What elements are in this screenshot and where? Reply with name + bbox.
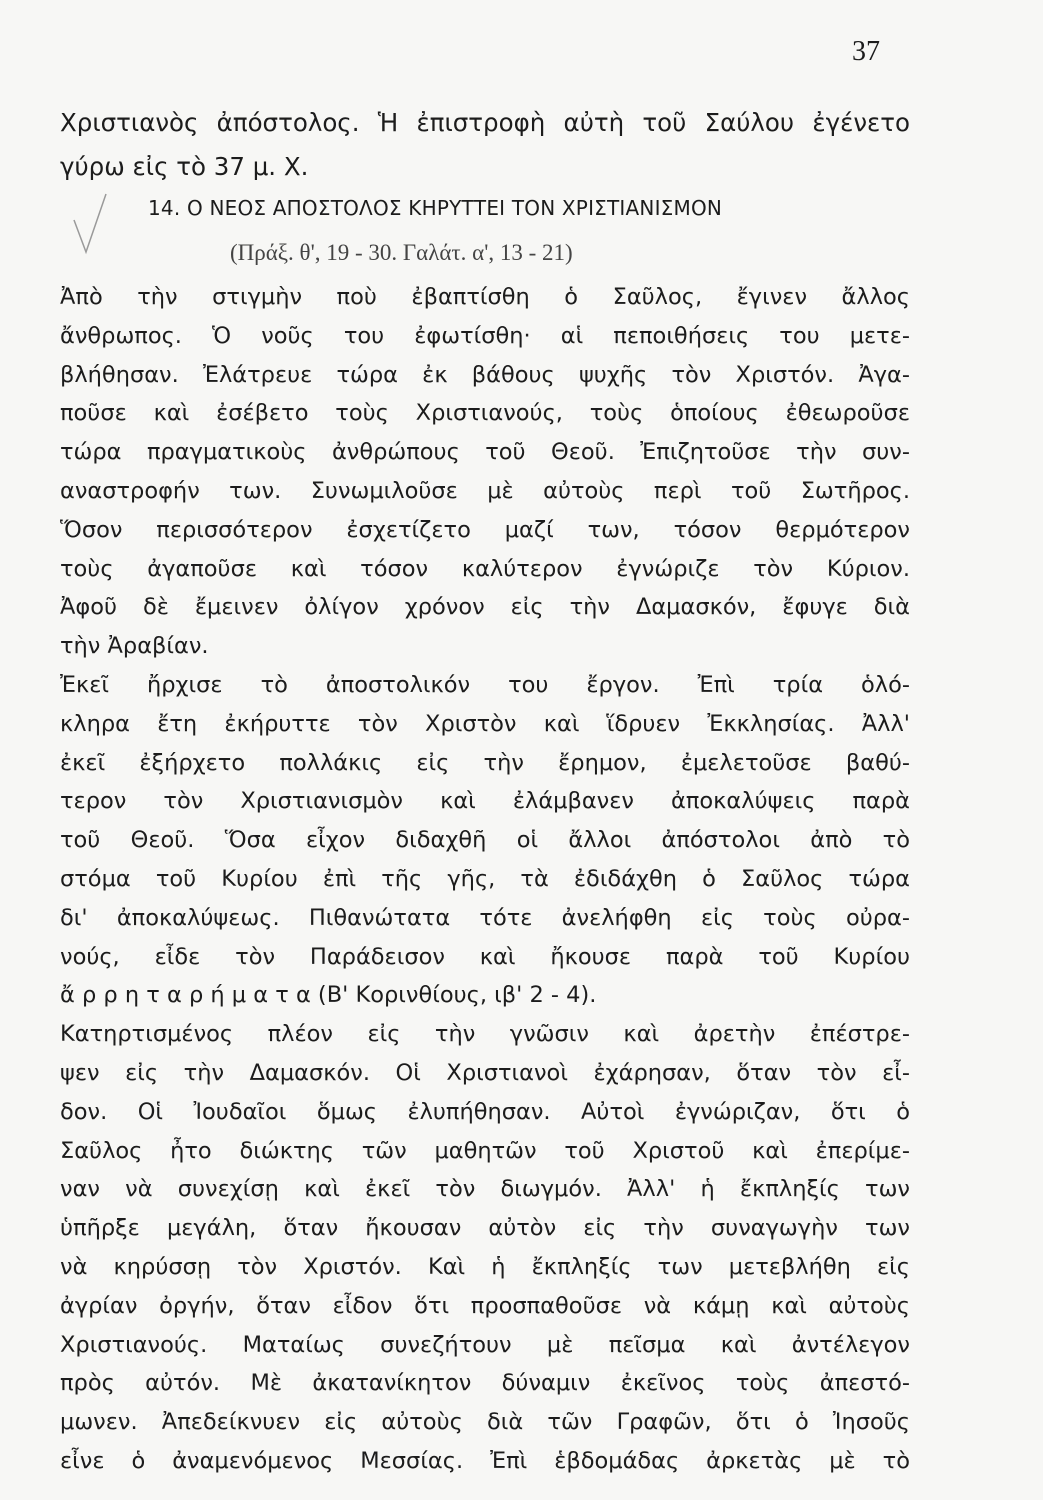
body-line: ἄ ρ ρ η τ α ρ ή μ α τ α (Β' Κορινθίους, ιβ' 2 - 4).: [60, 982, 597, 1008]
body-line: Ἀπὸ τὴν στιγμὴν ποὺ ἐβαπτίσθη ὁ Σαῦλος, ἔγινεν ἄλλος: [60, 284, 910, 310]
intro-line: γύρω εἰς τὸ 37 μ. Χ.: [60, 152, 309, 181]
body-line: κληρα ἔτη ἐκήρυττε τὸν Χριστὸν καὶ ἵδρυεν Ἐκκλησίας. Ἀλλ': [60, 711, 910, 737]
body-line: νούς, εἶδε τὸν Παράδεισον καὶ ἤκουσε παρὰ τοῦ Κυρίου: [60, 944, 910, 970]
body-line: ἄνθρωπος. Ὁ νοῦς του ἐφωτίσθη· αἱ πεποιθήσεις του μετε-: [60, 323, 910, 349]
body-line: τώρα πραγματικοὺς ἀνθρώπους τοῦ Θεοῦ. Ἐπιζητοῦσε τὴν συν-: [60, 439, 910, 465]
checkmark-icon: [70, 190, 110, 260]
body-line: αναστροφήν των. Συνωμιλοῦσε μὲ αὐτοὺς περὶ τοῦ Σωτῆρος.: [60, 478, 910, 504]
page-number: 37: [852, 36, 880, 67]
body-line: ναν νὰ συνεχίσῃ καὶ ἐκεῖ τὸν διωγμόν. Ἀλλ' ἡ ἔκπληξίς των: [60, 1176, 910, 1202]
body-line: Ἀφοῦ δὲ ἔμεινεν ὀλίγον χρόνον εἰς τὴν Δαμασκόν, ἔφυγε διὰ: [60, 594, 910, 620]
body-line: ἀγρίαν ὀργήν, ὅταν εἶδον ὅτι προσπαθοῦσε νὰ κάμῃ καὶ αὐτοὺς: [60, 1293, 910, 1319]
body-line: δον. Οἱ Ἰουδαῖοι ὅμως ἐλυπήθησαν. Αὐτοὶ ἐγνώριζαν, ὅτι ὁ: [60, 1099, 910, 1125]
body-line: μωνεν. Ἀπεδείκνυεν εἰς αὐτοὺς διὰ τῶν Γραφῶν, ὅτι ὁ Ἰησοῦς: [60, 1409, 910, 1435]
body-line: δι' ἀποκαλύψεως. Πιθανώτατα τότε ἀνελήφθη εἰς τοὺς οὐρα-: [60, 905, 910, 931]
body-line: ὑπῆρξε μεγάλη, ὅταν ἤκουσαν αὐτὸν εἰς τὴν συναγωγὴν των: [60, 1215, 910, 1241]
section-title: 14. Ο ΝΕΟΣ ΑΠΟΣΤΟΛΟΣ ΚΗΡΥΤΤΕΙ ΤΟΝ ΧΡΙΣΤΙΑΝΙΣΜΟΝ: [148, 196, 723, 220]
body-line: Ἐκεῖ ἤρχισε τὸ ἀποστολικόν του ἔργον. Ἐπὶ τρία ὁλό-: [60, 672, 910, 698]
body-line: στόμα τοῦ Κυρίου ἐπὶ τῆς γῆς, τὰ ἐδιδάχθη ὁ Σαῦλος τώρα: [60, 866, 910, 892]
body-line: νὰ κηρύσσῃ τὸν Χριστόν. Καὶ ἡ ἔκπληξίς των μετεβλήθη εἰς: [60, 1254, 910, 1280]
body-line: Χριστιανούς. Ματαίως συνεζήτουν μὲ πεῖσμα καὶ ἀντέλεγον: [60, 1332, 910, 1358]
body-line: ἐκεῖ ἐξήρχετο πολλάκις εἰς τὴν ἔρημον, ἐμελετοῦσε βαθύ-: [60, 750, 910, 776]
body-line: εἶνε ὁ ἀναμενόμενος Μεσσίας. Ἐπὶ ἑβδομάδας ἀρκετὰς μὲ τὸ: [60, 1448, 910, 1474]
body-line: τοὺς ἀγαποῦσε καὶ τόσον καλύτερον ἐγνώριζε τὸν Κύριον.: [60, 556, 910, 582]
body-line: ψεν εἰς τὴν Δαμασκόν. Οἱ Χριστιανοὶ ἐχάρησαν, ὅταν τὸν εἶ-: [60, 1060, 910, 1086]
body-line: Κατηρτισμένος πλέον εἰς τὴν γνῶσιν καὶ ἀρετὴν ἐπέστρε-: [60, 1021, 910, 1047]
body-line: βλήθησαν. Ἐλάτρευε τώρα ἐκ βάθους ψυχῆς τὸν Χριστόν. Ἀγα-: [60, 362, 910, 388]
section-reference: (Πράξ. θ', 19 - 30. Γαλάτ. α', 13 - 21): [230, 240, 573, 265]
body-line: τοῦ Θεοῦ. Ὅσα εἶχον διδαχθῆ οἱ ἄλλοι ἀπόστολοι ἀπὸ τὸ: [60, 827, 910, 853]
body-line: Ὅσον περισσότερον ἐσχετίζετο μαζί των, τόσον θερμότερον: [60, 517, 910, 543]
body-line: τερον τὸν Χριστιανισμὸν καὶ ἐλάμβανεν ἀποκαλύψεις παρὰ: [60, 788, 910, 814]
intro-line: Χριστιανὸς ἀπόστολος. Ἡ ἐπιστροφὴ αὐτὴ τοῦ Σαύλου ἐγένετο: [60, 108, 910, 137]
body-line: τὴν Ἀραβίαν.: [60, 633, 209, 659]
body-line: Σαῦλος ἦτο διώκτης τῶν μαθητῶν τοῦ Χριστοῦ καὶ ἐπερίμε-: [60, 1138, 910, 1164]
body-line: ποῦσε καὶ ἐσέβετο τοὺς Χριστιανούς, τοὺς ὁποίους ἐθεωροῦσε: [60, 400, 910, 426]
body-line: πρὸς αὐτόν. Μὲ ἀκατανίκητον δύναμιν ἐκεῖνος τοὺς ἀπεστό-: [60, 1370, 910, 1396]
